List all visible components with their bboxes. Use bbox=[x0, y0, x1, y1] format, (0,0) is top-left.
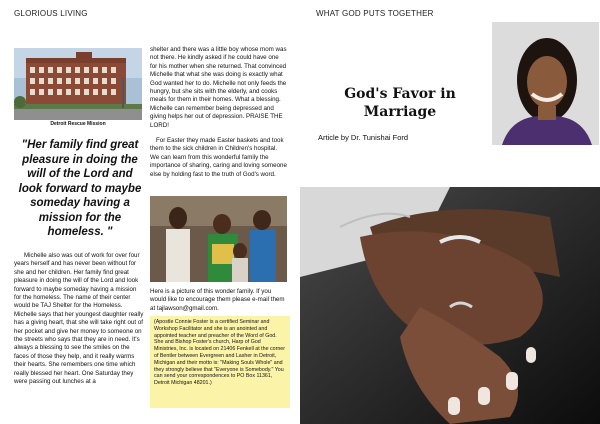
wedding-hands-photo bbox=[300, 187, 600, 424]
mission-building-photo bbox=[14, 48, 142, 120]
family-photo-caption: Here is a picture of this wonder family. If you would like to encourage them please e-mail them at tajlawson@gmail.com. bbox=[150, 288, 285, 312]
author-portrait bbox=[492, 22, 599, 145]
article-byline: Article by Dr. Tunishai Ford bbox=[318, 133, 409, 142]
mission-photo-caption: Detroit Rescue Mission bbox=[50, 121, 106, 127]
left-column-body: Michelle also was out of work for over four years herself and has never been without for she and her children. Her family find great pleasure in doing the will of the Lord and look forward to maybe someday having a mission for the homeless. The name of their center would be TAJ Shelter for the Homeless. Michelle says that her youngest daughter really has a giving heart, that she will take right out of her pocket and give her money to someone on the streets who says that they are in need. It's always a blessing to see the smiles on the faces of those they help, and it really warms their hearts. She remembers one time which really blessed her heart. One Saturday they were passing out lunches at a bbox=[14, 252, 144, 386]
middle-column-paragraph-1: shelter and there was a little boy whose mom was not there. He kindly asked if he could have one for his mother when she returned. That convinced Michelle that what she was doing is exactly what God wanted her to do. Michelle not only feeds the hungry, but she sits with the elderly, and cooks meals for them in their homes. What a blessing. Michelle can remember being depressed and giving helps her out of depression. PRAISE THE LORD! bbox=[150, 46, 287, 129]
section-header-right: WHAT GOD PUTS TOGETHER bbox=[316, 9, 434, 18]
middle-column-paragraph-2: For Easter they made Easter baskets and took them to the sick children in Children's hospital. We can learn from this wonderful family the importance of sharing, caring and loving someone else by holding fast to the truth of God's word. bbox=[150, 137, 287, 178]
section-header-left: GLORIOUS LIVING bbox=[14, 9, 88, 18]
article-title: God's Favor in Marriage bbox=[344, 86, 456, 120]
pull-quote: "Her family find great pleasure in doing the will of the Lord and look forward to maybe someday having a mission for the homeless. " bbox=[18, 139, 142, 238]
author-bio-box: (Apostle Connie Foster is a certified Seminar and Workshop Facilitator and she is an anointed and appointed teacher and preacher of the Word of God. She and Bishop Foster's church, Harp of God Ministries, Inc. is located on 21406 Fenkell at the corner of Bentler between Evergreen and Lasher in Detroit, Michigan and their motto is: "Making Souls Whole" and they strongly believe that "Everyone is Somebody." You can send your correspondences to PO Box 11361, Detroit Michigan 48201.) bbox=[150, 316, 290, 408]
family-photo bbox=[150, 196, 287, 282]
